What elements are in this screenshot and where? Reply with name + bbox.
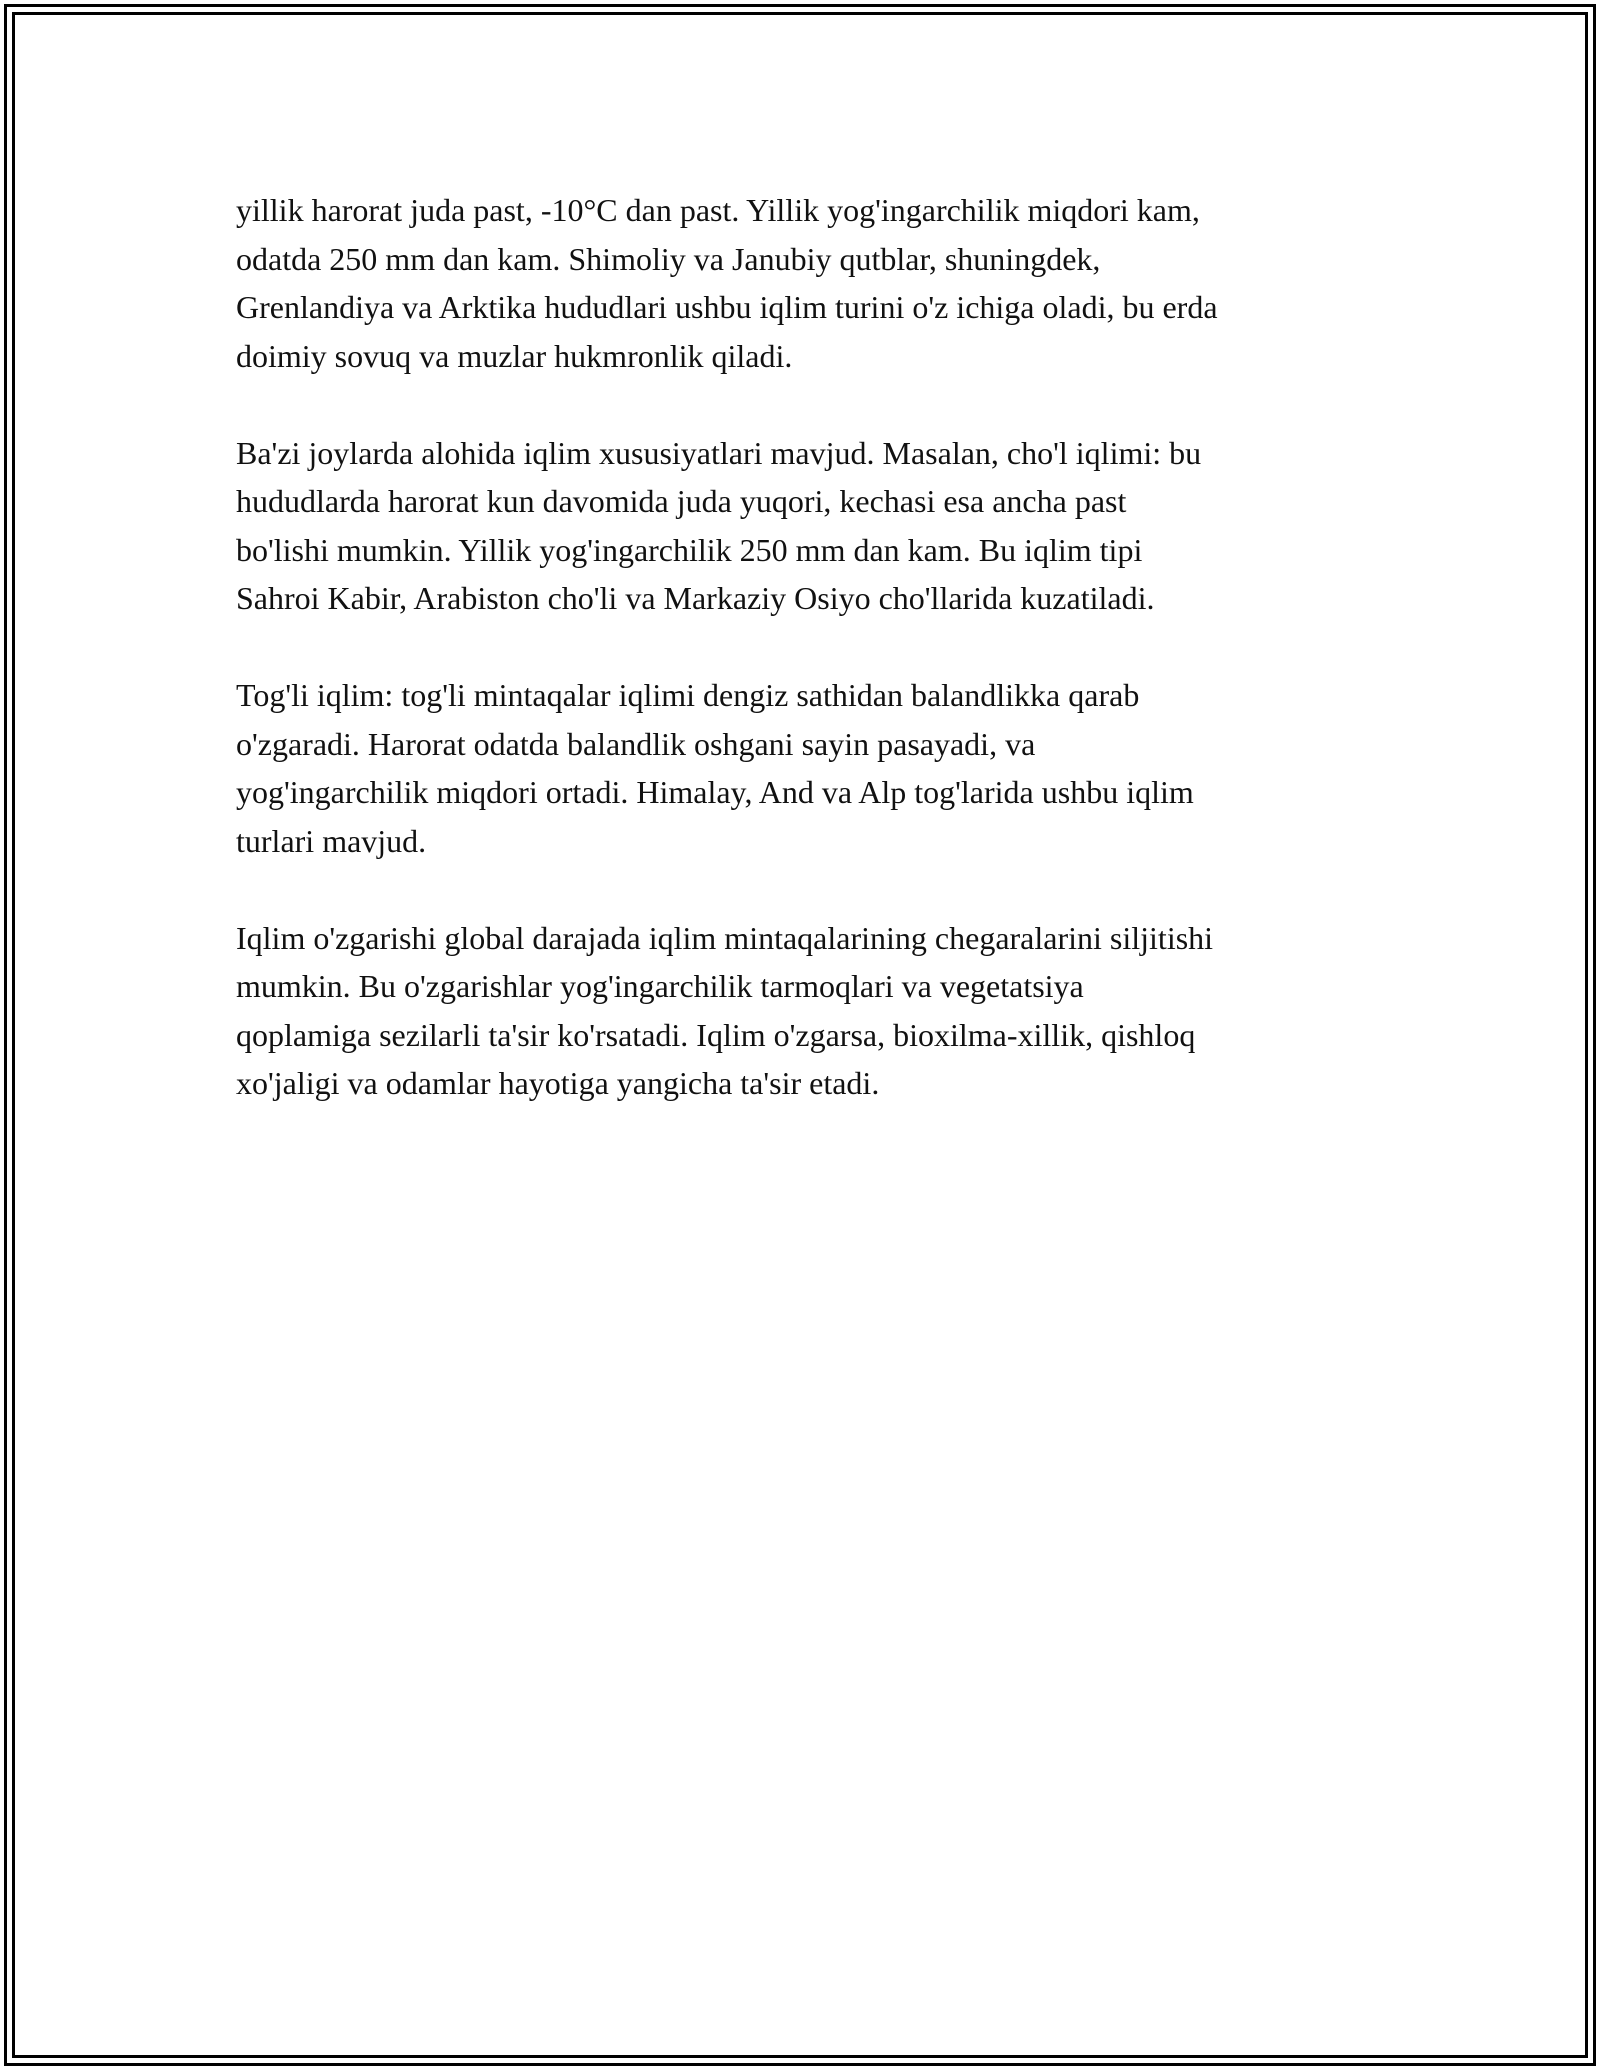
paragraph-desert-climate: Ba'zi joylarda alohida iqlim xususiyatlari mavjud. Masalan, cho'l iqlimi: bu hududlarda harorat kun davomida juda yuqori, kechasi esa ancha past bo'lishi mumkin. Yillik yog'ingarchilik 250 mm dan kam. Bu iqlim tipi Sahroi Kabir, Arabiston cho'li va Markaziy Osiyo cho'llarida kuzatiladi. <box>236 434 1202 616</box>
paragraph-climate-change: Iqlim o'zgarishi global darajada iqlim mintaqalarining chegaralarini siljitishi mumkin. Bu o'zgarishlar yog'ingarchilik tarmoqlari va vegetatsiya qoplamiga sezilarli ta'sir ko'rsatadi. Iqlim o'zgarsa, bioxilma-xillik, qishloq xo'jaligi va odamlar hayotiga yangicha ta'sir etadi. <box>236 919 1214 1101</box>
paragraph-polar-climate: yillik harorat juda past, -10°C dan past. Yillik yog'ingarchilik miqdori kam, odatda 250 mm dan kam. Shimoliy va Janubiy qutblar, shuningdek, Grenlandiya va Arktika hududlari ushbu iqlim turini o'z ichiga oladi, bu erda doimiy sovuq va muzlar hukmronlik qiladi. <box>236 192 1218 374</box>
paragraph-mountain-climate: Tog'li iqlim: tog'li mintaqalar iqlimi dengiz sathidan balandlikka qarab o'zgaradi. Harorat odatda balandlik oshgani sayin pasayadi, va yog'ingarchilik miqdori ortadi. Himalay, And va Alp tog'larida ushbu iqlim turlari mavjud. <box>236 677 1194 859</box>
document-body <box>236 186 1376 1156</box>
